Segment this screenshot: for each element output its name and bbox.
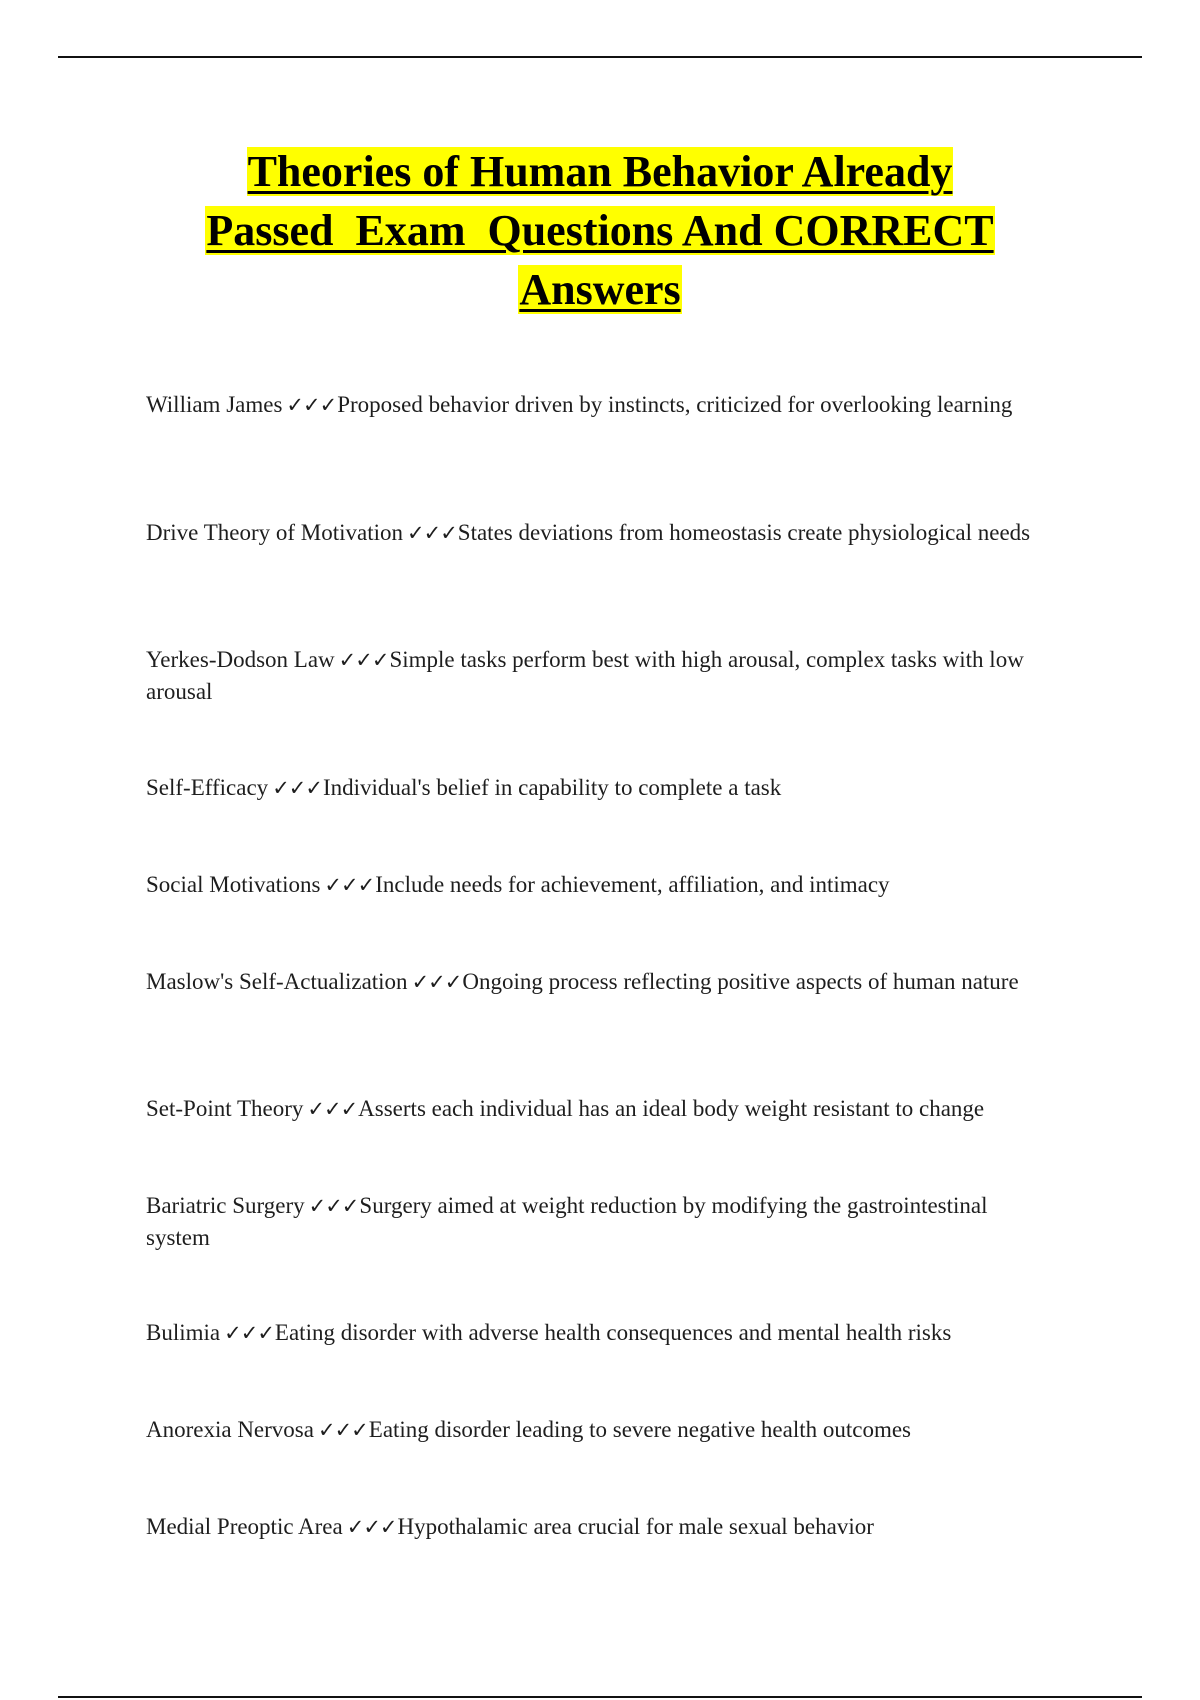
qa-entry	[146, 1093, 1046, 1125]
entry-term: Anorexia Nervosa	[146, 1417, 314, 1442]
top-rule	[58, 56, 1142, 58]
entry-term: Set-Point Theory	[146, 1096, 304, 1121]
check-marks-icon: ✓✓✓	[407, 521, 457, 545]
qa-entry	[146, 1511, 1046, 1543]
entry-term: William James	[146, 392, 283, 417]
check-marks-icon: ✓✓✓	[307, 1097, 358, 1121]
title-line-3: Answers	[519, 265, 681, 314]
check-marks-icon: ✓✓✓	[324, 873, 375, 897]
check-marks-icon: ✓✓✓	[272, 776, 322, 800]
title-line-1: Theories of Human Behavior Already	[247, 147, 953, 196]
check-marks-icon: ✓✓✓	[286, 393, 337, 417]
entry-definition: Eating disorder leading to severe negative health outcomes	[368, 1417, 911, 1442]
entry-definition: Individual's belief in capability to complete a task	[322, 775, 782, 800]
check-marks-icon: ✓✓✓	[346, 1515, 397, 1539]
qa-entry	[146, 869, 1046, 901]
qa-entry	[146, 1414, 1046, 1446]
qa-entry	[146, 644, 1046, 707]
entry-definition: Proposed behavior driven by instincts, criticized for overlooking learning	[337, 392, 1013, 417]
check-marks-icon: ✓✓✓	[411, 970, 462, 994]
title-line-2: Passed Exam Questions And CORRECT	[206, 206, 994, 255]
entry-term: Self-Efficacy	[146, 775, 269, 800]
entry-definition: Ongoing process reflecting positive aspects of human nature	[462, 969, 1019, 994]
entry-term: Social Motivations	[146, 872, 321, 897]
qa-entry	[146, 966, 1046, 998]
check-marks-icon: ✓✓✓	[338, 648, 389, 672]
check-marks-icon: ✓✓✓	[317, 1418, 368, 1442]
entry-term: Bariatric Surgery	[146, 1193, 305, 1218]
entry-definition: Surgery aimed at weight reduction by modifying the gastrointestinal system	[146, 1193, 988, 1250]
entry-definition: States deviations from homeostasis create physiological needs	[457, 520, 1031, 545]
entry-term: Bulimia	[146, 1320, 221, 1345]
entry-term: Maslow's Self-Actualization	[146, 969, 408, 994]
entry-term: Yerkes-Dodson Law	[146, 647, 335, 672]
entry-definition: Eating disorder with adverse health consequences and mental health risks	[274, 1320, 952, 1345]
qa-entry	[146, 517, 1046, 549]
qa-entry	[146, 1317, 1046, 1349]
entry-definition: Hypothalamic area crucial for male sexual behavior	[397, 1514, 874, 1539]
qa-entry	[146, 1190, 1046, 1253]
entry-term: Medial Preoptic Area	[146, 1514, 343, 1539]
check-marks-icon: ✓✓✓	[224, 1321, 274, 1345]
entry-definition: Include needs for achievement, affiliation, and intimacy	[375, 872, 890, 897]
entry-term: Drive Theory of Motivation	[146, 520, 403, 545]
qa-entry	[146, 389, 1046, 421]
bottom-rule	[58, 1696, 1142, 1698]
entry-definition: Asserts each individual has an ideal body weight resistant to change	[358, 1096, 985, 1121]
check-marks-icon: ✓✓✓	[308, 1194, 359, 1218]
document-title	[100, 142, 1100, 319]
entry-definition: Simple tasks perform best with high arousal, complex tasks with low arousal	[146, 647, 1024, 704]
qa-entry	[146, 772, 1046, 804]
